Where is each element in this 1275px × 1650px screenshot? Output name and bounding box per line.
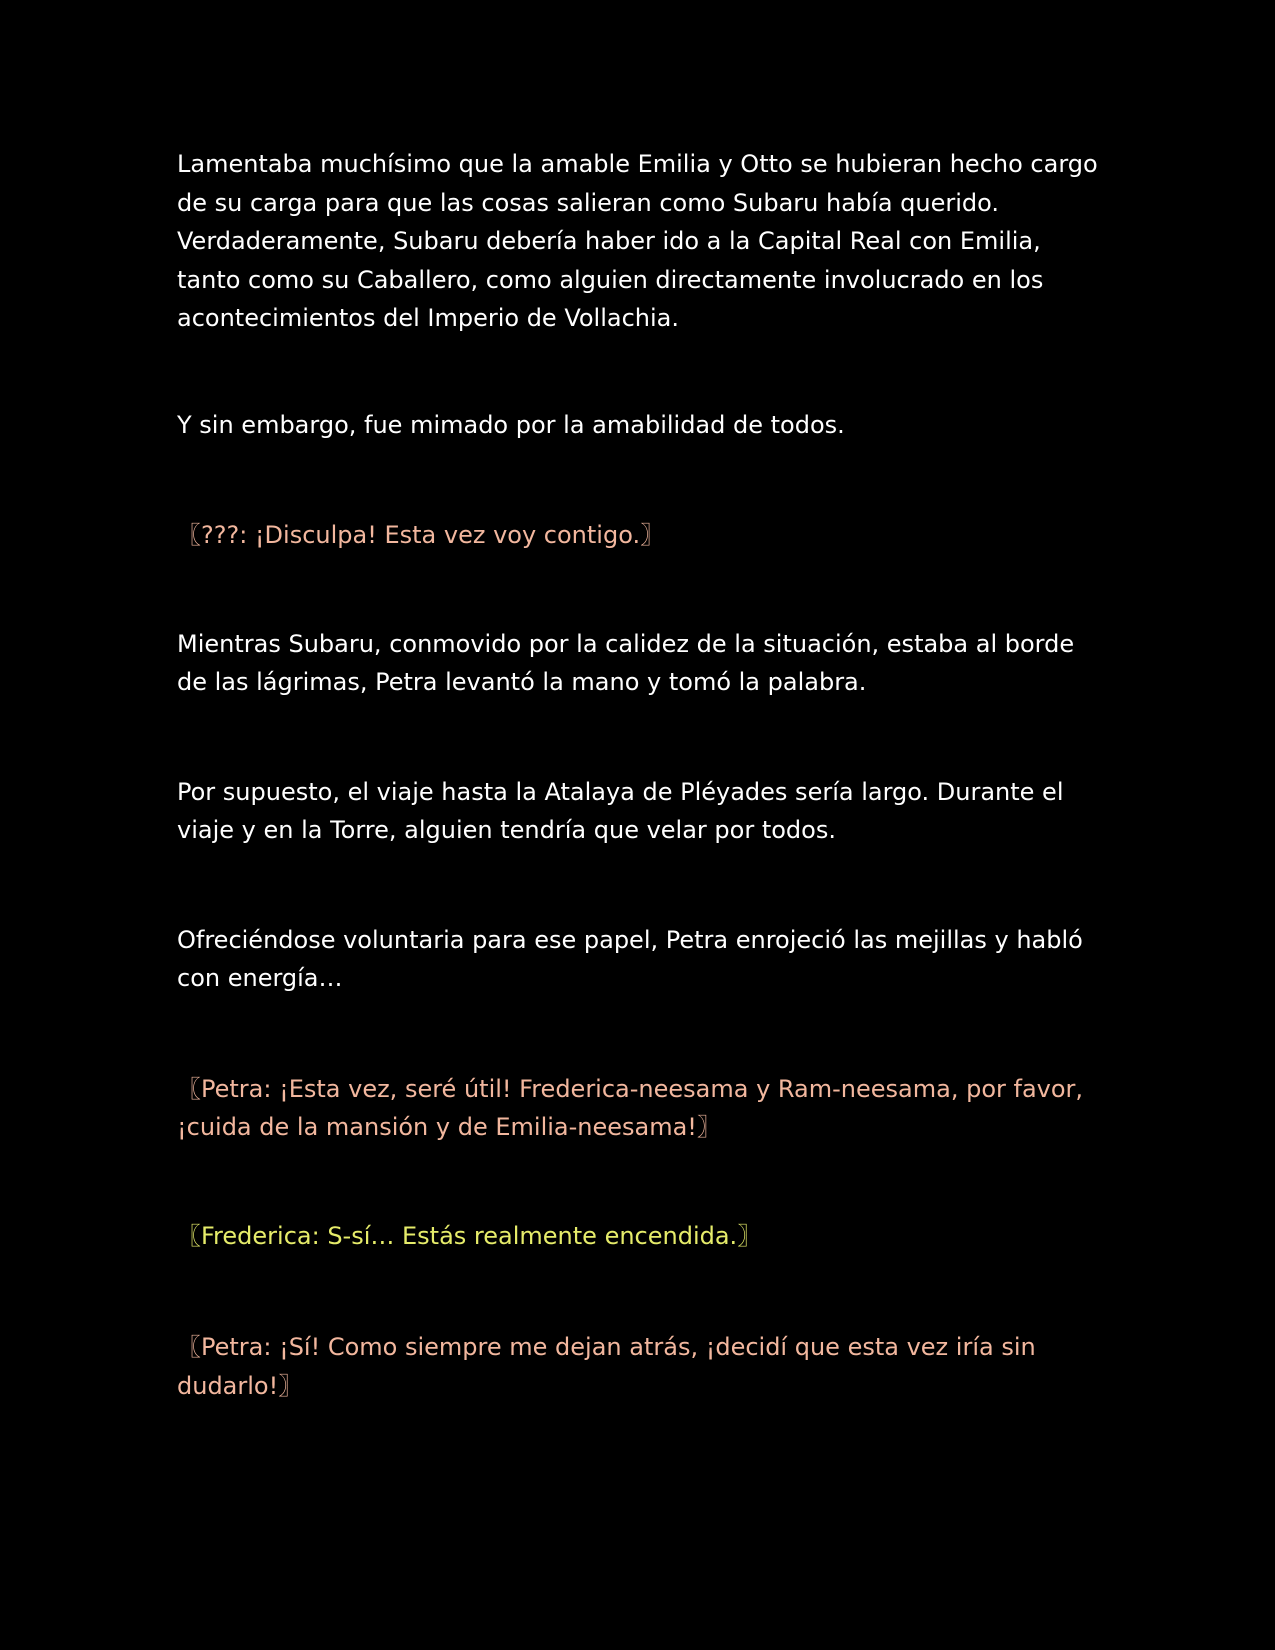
dialogue-line: 〖Petra: ¡Sí! Como siempre me dejan atrás, ¡decidí que esta vez iría sin dudarlo!〗 (177, 1333, 1036, 1400)
narration-paragraph: Por supuesto, el viaje hasta la Atalaya de Pléyades sería largo. Durante el viaje y en la Torre, alguien tendría que velar por todos. (177, 777, 1064, 844)
narration-paragraph: Y sin embargo, fue mimado por la amabilidad de todos. (177, 410, 845, 439)
dialogue-line: 〖???: ¡Disculpa! Esta vez voy contigo.〗 (177, 521, 665, 549)
narration-paragraph: Lamentaba muchísimo que la amable Emilia y Otto se hubieran hecho cargo de su carga para que las cosas salieran como Subaru había querido. Verdaderamente, Subaru debería haber ido a la Capital Real con Emilia, tanto como su Caballero, como alguien directamente involucrado en los acontecimientos del Imperio de Vollachia. (177, 150, 1098, 332)
dialogue-line: 〖Frederica: S-sí… Estás realmente encendida.〗 (177, 1221, 762, 1250)
document-page (177, 145, 1107, 1405)
dialogue-line: 〖Petra: ¡Esta vez, seré útil! Frederica-neesama y Ram-neesama, por favor, ¡cuida de la mansión y de Emilia-neesama!〗 (177, 1074, 1084, 1141)
narration-paragraph: Mientras Subaru, conmovido por la calidez de la situación, estaba al borde de las lágrimas, Petra levantó la mano y tomó la palabra. (177, 629, 1075, 696)
narration-paragraph: Ofreciéndose voluntaria para ese papel, Petra enrojeció las mejillas y habló con energía… (177, 925, 1083, 992)
